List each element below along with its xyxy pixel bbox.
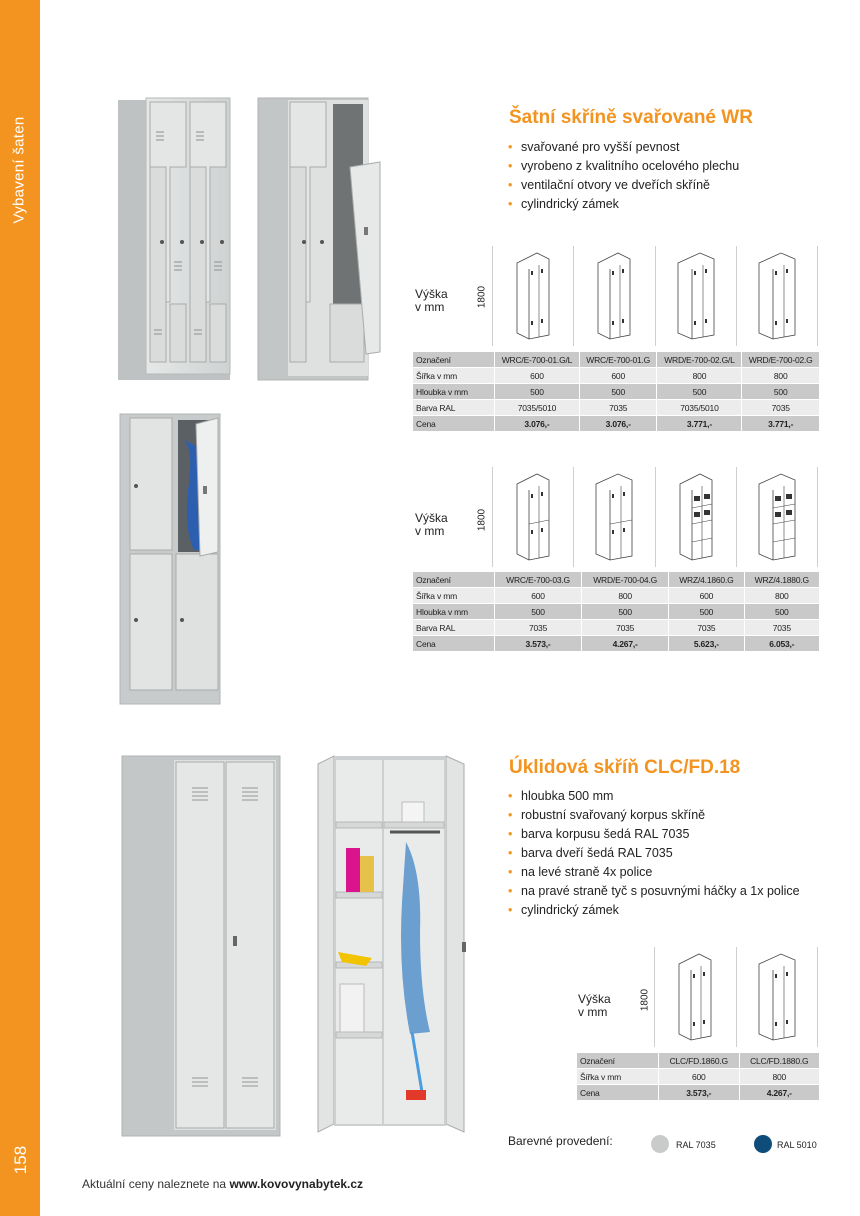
height-value: 1800 bbox=[476, 508, 488, 532]
two-door-z-locker-drawing bbox=[573, 246, 654, 346]
drawings-row-2 bbox=[492, 467, 818, 567]
table-row: Šířka v mm 600 800 bbox=[577, 1069, 820, 1085]
table-row: Cena 3.573,- 4.267,- 5.623,- 6.053,- bbox=[413, 636, 820, 652]
table-row: Barva RAL 7035/5010 7035 7035/5010 7035 bbox=[413, 400, 820, 416]
table-row: Šířka v mm 600 800 600 800 bbox=[413, 588, 820, 604]
photo-four-door-locker bbox=[114, 410, 224, 706]
table-row: Cena 3.573,- 4.267,- bbox=[577, 1085, 820, 1101]
spec-table-3 bbox=[576, 1052, 820, 1101]
list-item: • barva dveří šedá RAL 7035 bbox=[508, 844, 800, 863]
list-item: • barva korpusu šedá RAL 7035 bbox=[508, 825, 800, 844]
height-label: Výška v mm bbox=[415, 287, 448, 314]
photo-cleaning-cabinet-open bbox=[312, 752, 468, 1136]
list-item: • cylindrický zámek bbox=[508, 901, 800, 920]
list-item: • cylindrický zámek bbox=[508, 195, 739, 214]
list-item: • hloubka 500 mm bbox=[508, 787, 800, 806]
two-door-z-locker-drawing bbox=[736, 246, 818, 346]
eight-door-locker-drawing bbox=[655, 467, 736, 567]
list-item: • robustní svařovaný korpus skříně bbox=[508, 806, 800, 825]
footer-text: Aktuální ceny naleznete na bbox=[82, 1177, 230, 1191]
table-row: Označení WRC/E-700-01.G/L WRC/E-700-01.G WRD/E-700-02.G/L WRD/E-700-02.G bbox=[413, 352, 820, 368]
drawings-row-1 bbox=[492, 246, 818, 346]
photo-z-lockers bbox=[118, 92, 388, 382]
list-item: • svařované pro vyšší pevnost bbox=[508, 138, 739, 157]
cleaning-cabinet-drawing bbox=[736, 947, 819, 1047]
table-row: Šířka v mm 600 600 800 800 bbox=[413, 368, 820, 384]
two-door-z-locker-drawing bbox=[492, 246, 573, 346]
section2-title: Úklidová skříň CLC/FD.18 bbox=[509, 757, 741, 778]
color-name: RAL 5010 bbox=[777, 1140, 817, 1150]
height-label: Výška v mm bbox=[415, 511, 448, 538]
table-row: Hloubka v mm 500 500 500 500 bbox=[413, 384, 820, 400]
list-item: • ventilační otvory ve dveřích skříně bbox=[508, 176, 739, 195]
table-row: Cena 3.076,- 3.076,- 3.771,- 3.771,- bbox=[413, 416, 820, 432]
two-door-z-locker-drawing bbox=[655, 246, 736, 346]
section1-bullets bbox=[508, 138, 739, 214]
section1-title: Šatní skříně svařované WR bbox=[509, 107, 753, 128]
cleaning-cabinet-drawing bbox=[654, 947, 736, 1047]
color-swatch-ral-7035 bbox=[651, 1135, 669, 1153]
color-name: RAL 7035 bbox=[676, 1140, 716, 1150]
list-item: • na pravé straně tyč s posuvnými háčky a 1x police bbox=[508, 882, 800, 901]
colors-label: Barevné provedení: bbox=[508, 1134, 613, 1148]
height-label: Výška v mm bbox=[578, 992, 611, 1019]
spec-table-2 bbox=[412, 571, 820, 652]
photo-cleaning-cabinet-closed bbox=[118, 748, 284, 1138]
table-row: Označení CLC/FD.1860.G CLC/FD.1880.G bbox=[577, 1053, 820, 1069]
footer bbox=[82, 1177, 363, 1191]
list-item: • na levé straně 4x police bbox=[508, 863, 800, 882]
color-swatch-ral-5010 bbox=[754, 1135, 772, 1153]
section2-bullets bbox=[508, 787, 800, 920]
drawings-row-3 bbox=[654, 947, 818, 1047]
four-door-locker-drawing bbox=[573, 467, 654, 567]
table-row: Označení WRC/E-700-03.G WRD/E-700-04.G WRZ/4.1860.G WRZ/4.1880.G bbox=[413, 572, 820, 588]
table-row: Barva RAL 7035 7035 7035 7035 bbox=[413, 620, 820, 636]
four-door-locker-drawing bbox=[492, 467, 573, 567]
height-value: 1800 bbox=[639, 988, 651, 1012]
spec-table-1 bbox=[412, 351, 820, 432]
table-row: Hloubka v mm 500 500 500 500 bbox=[413, 604, 820, 620]
list-item: • vyrobeno z kvalitního ocelového plechu bbox=[508, 157, 739, 176]
footer-link[interactable]: www.kovovynabytek.cz bbox=[229, 1177, 364, 1191]
page-number: 158 bbox=[11, 1145, 30, 1175]
sidebar-title: Vybavení šaten bbox=[10, 116, 28, 224]
eight-door-locker-drawing bbox=[736, 467, 818, 567]
height-value: 1800 bbox=[476, 285, 488, 309]
